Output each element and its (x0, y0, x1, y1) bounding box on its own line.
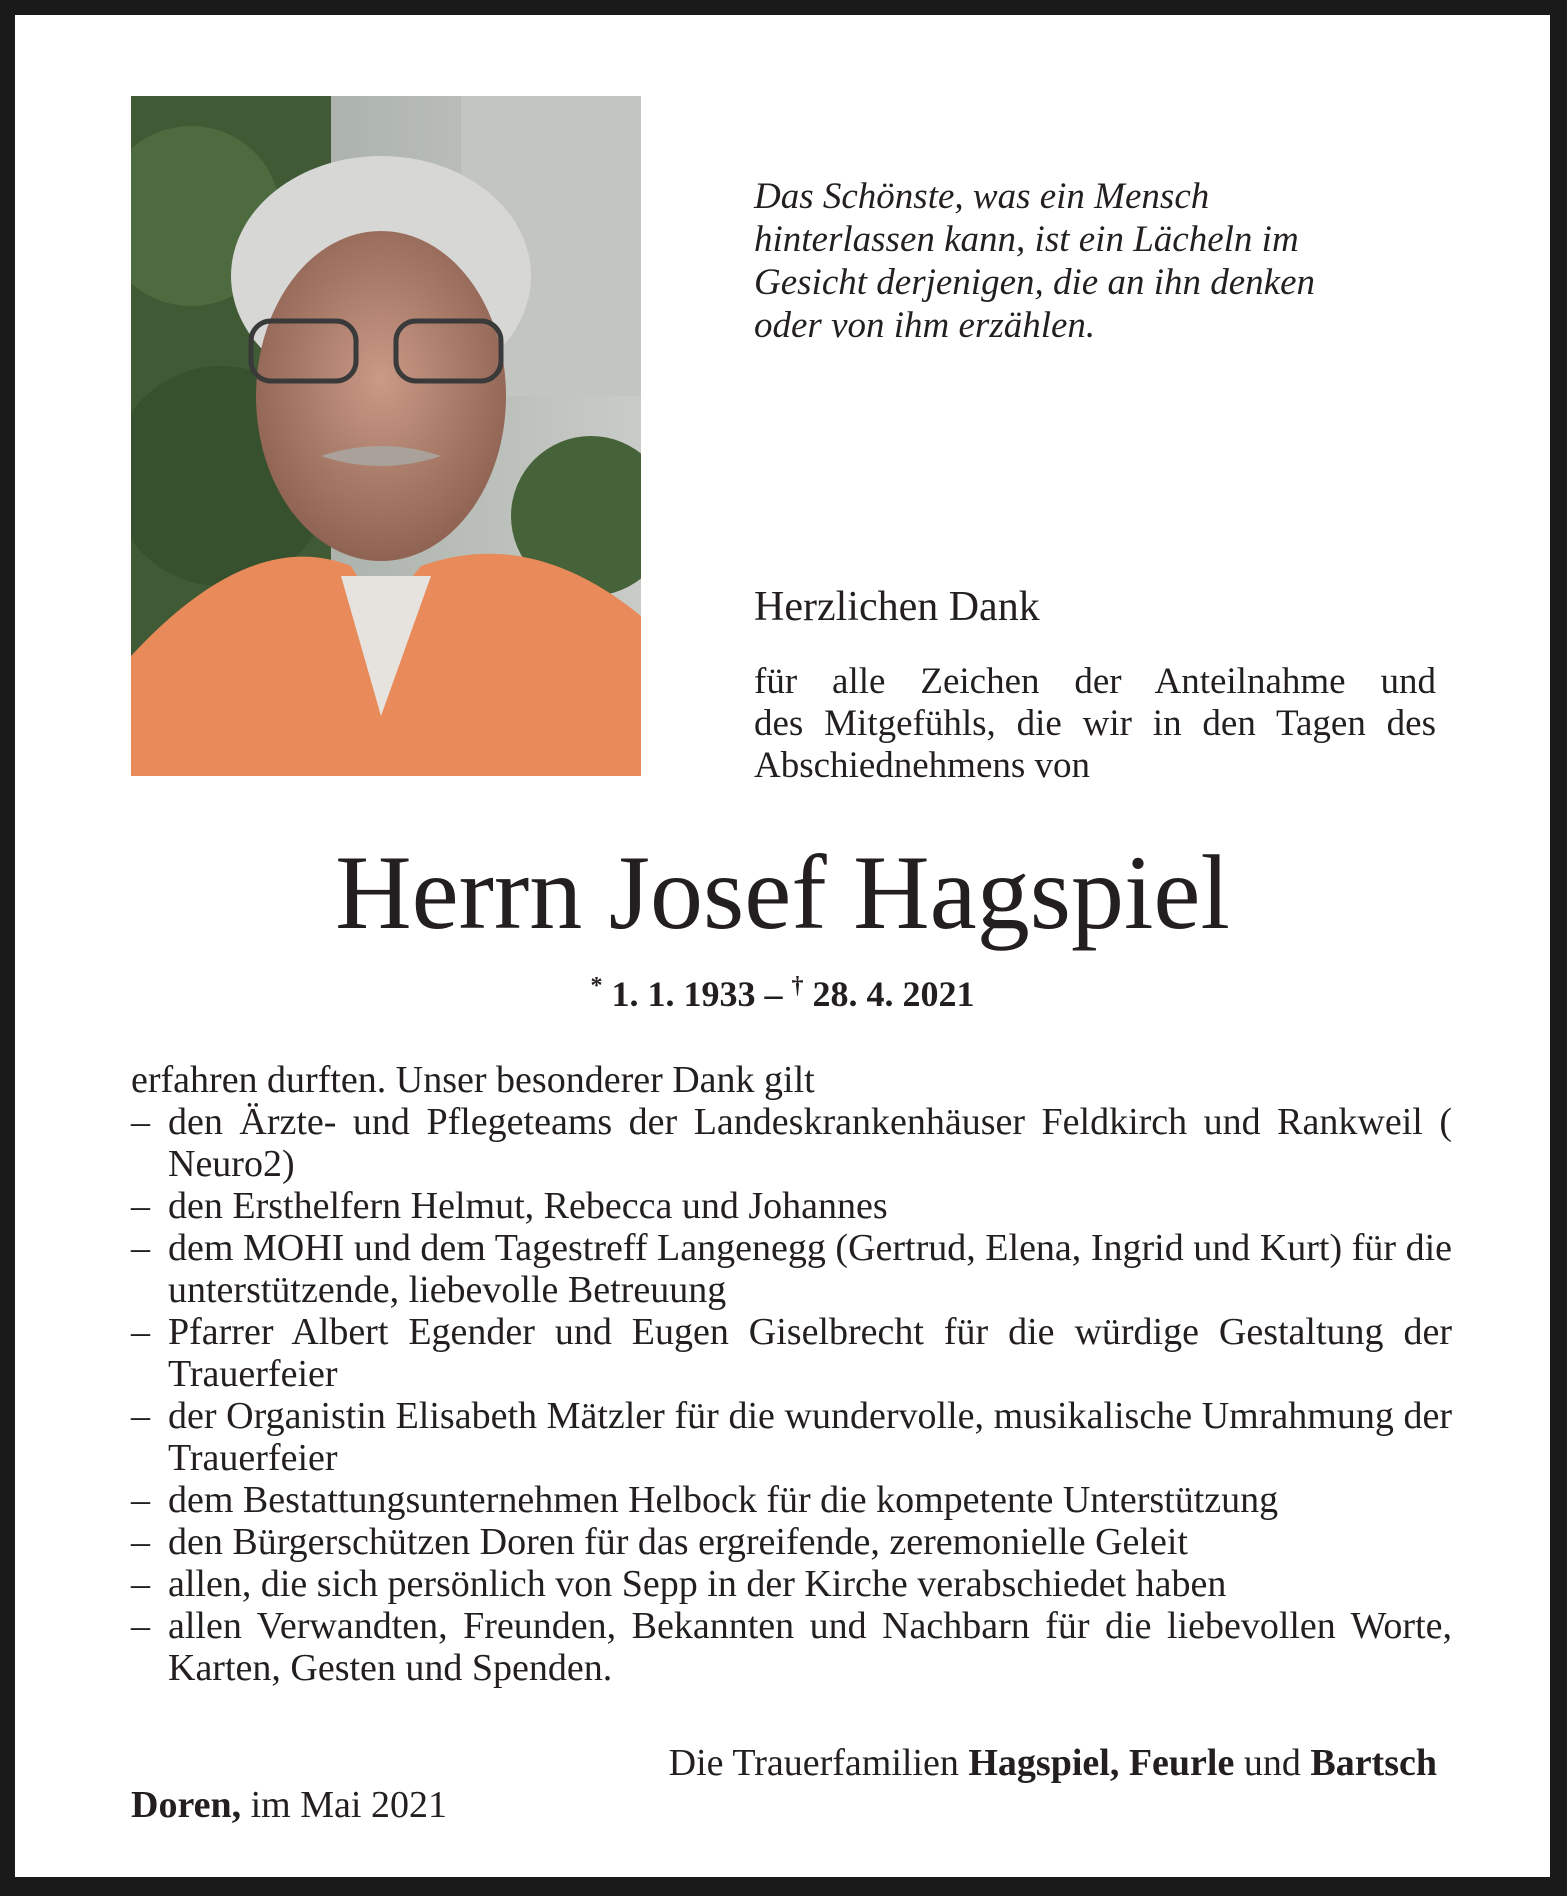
dash-bullet: – (131, 1101, 150, 1143)
acknowledgements (131, 1059, 1452, 1689)
place-town: Doren, (131, 1784, 242, 1826)
dash-bullet: – (131, 1395, 150, 1437)
list-item (131, 1563, 1452, 1605)
dash-bullet: – (131, 1605, 150, 1647)
dash-bullet: – (131, 1563, 150, 1605)
death-symbol: † (791, 973, 804, 999)
signature-conjunction: und (1234, 1742, 1311, 1784)
family-name: Feurle (1119, 1742, 1235, 1784)
list-item-text: allen, die sich persönlich von Sepp in der Kirche verabschiedet haben (168, 1563, 1227, 1605)
list-item (131, 1521, 1452, 1563)
dash-bullet: – (131, 1227, 150, 1269)
intro-text: erfahren durften. Unser besonderer Dank gilt (131, 1059, 815, 1101)
dash-bullet: – (131, 1479, 150, 1521)
memorial-quote (754, 175, 1454, 347)
birth-date: 1. 1. 1933 (611, 974, 756, 1014)
thanks-heading: Herzlichen Dank (754, 584, 1040, 630)
place-month: im Mai 2021 (241, 1784, 447, 1826)
dash-bullet: – (131, 1311, 150, 1353)
thanks-line: für alle Zeichen der Anteilnahme und (754, 661, 1436, 702)
list-item (131, 1605, 1452, 1689)
quote-line: oder von ihm erzählen. (754, 305, 1096, 346)
birth-symbol: * (590, 973, 603, 999)
signature-prefix: Die Trauerfamilien (668, 1742, 969, 1784)
list-item-text: Pfarrer Albert Egender und Eugen Giselbrecht für die würdige Gestaltung der Trauerfeier (168, 1311, 1452, 1395)
dash-bullet: – (131, 1521, 150, 1563)
list-item-text: den Ersthelfern Helmut, Rebecca und Johannes (168, 1185, 888, 1227)
dash-bullet: – (131, 1185, 150, 1227)
obituary-page (15, 15, 1550, 1877)
list-item-text: der Organistin Elisabeth Mätzler für die wundervolle, musikalische Umrahmung der Trauerfeier (168, 1395, 1452, 1479)
list-item-text: allen Verwandten, Freunden, Bekannten und Nachbarn für die liebevollen Worte, Karten, Gesten und Spenden. (168, 1605, 1452, 1689)
portrait-photo (131, 96, 641, 776)
signature (669, 1741, 1437, 1785)
thanks-line: Abschiednehmens von (754, 745, 1091, 786)
list-item (131, 1101, 1452, 1185)
quote-line: hinterlassen kann, ist ein Lächeln im (754, 219, 1299, 260)
list-item-text: den Bürgerschützen Doren für das ergreifende, zeremonielle Geleit (168, 1521, 1188, 1563)
list-item-text: dem Bestattungsunternehmen Helbock für die kompetente Unterstützung (168, 1479, 1279, 1521)
list-item-text: dem MOHI und dem Tagestreff Langenegg (Gertrud, Elena, Ingrid und Kurt) für die unterstützende, liebevolle Betreuung (168, 1227, 1452, 1311)
list-item (131, 1311, 1452, 1395)
date-separator: – (755, 974, 792, 1014)
list-item (131, 1479, 1452, 1521)
family-name: Hagspiel, (968, 1742, 1120, 1784)
deceased-name: Herrn Josef Hagspiel (335, 834, 1230, 951)
family-name: Bartsch (1310, 1742, 1437, 1784)
quote-line: Gesicht derjenigen, die an ihn denken (754, 262, 1315, 303)
thanks-list (131, 1101, 1452, 1689)
quote-line: Das Schönste, was ein Mensch (754, 176, 1210, 217)
thanks-line: des Mitgefühls, die wir in den Tagen des (754, 703, 1436, 744)
life-dates (15, 973, 1550, 1015)
list-item (131, 1227, 1452, 1311)
list-item (131, 1395, 1452, 1479)
list-item-text: den Ärzte- und Pflegeteams der Landeskrankenhäuser Feldkirch und Rankweil ( Neuro2) (168, 1101, 1452, 1185)
thanks-paragraph (754, 661, 1436, 787)
list-item (131, 1185, 1452, 1227)
place-date (131, 1783, 447, 1827)
death-date: 28. 4. 2021 (812, 974, 975, 1014)
